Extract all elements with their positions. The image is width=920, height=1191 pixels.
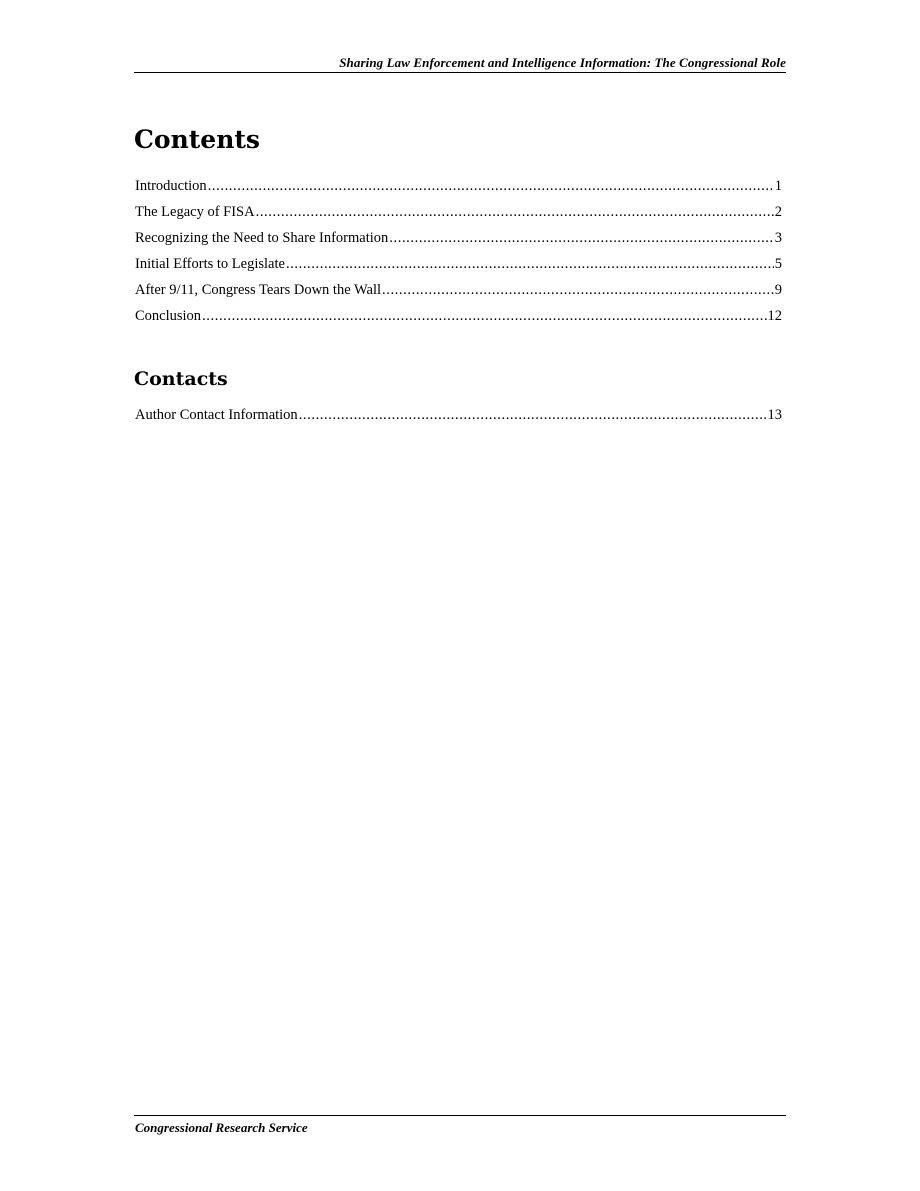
toc-dot-leader (208, 176, 774, 196)
toc-entry-page: 13 (767, 407, 782, 423)
toc-entry-legacy-of-fisa[interactable] (135, 202, 782, 228)
toc-entry-label: The Legacy of FISA (135, 204, 255, 220)
toc-entry-label: Introduction (135, 178, 207, 194)
contacts-list (135, 405, 782, 431)
toc-entry-need-to-share[interactable] (135, 228, 782, 254)
contents-heading: Contents (134, 125, 261, 154)
toc-dot-leader (202, 306, 766, 326)
toc-entry-label: Recognizing the Need to Share Information (135, 230, 389, 246)
toc-entry-introduction[interactable] (135, 176, 782, 202)
toc-entry-page: 5 (774, 256, 782, 272)
running-footer: Congressional Research Service (135, 1120, 308, 1135)
toc-entry-conclusion[interactable] (135, 306, 782, 332)
footer-rule (134, 1115, 786, 1116)
contents-list (135, 176, 782, 332)
toc-dot-leader (256, 202, 774, 222)
toc-dot-leader (286, 254, 774, 274)
toc-entry-label: Author Contact Information (135, 407, 298, 423)
toc-entry-label: After 9/11, Congress Tears Down the Wall (135, 282, 382, 298)
toc-entry-initial-efforts[interactable] (135, 254, 782, 280)
toc-dot-leader (382, 280, 774, 300)
toc-entry-author-contact[interactable] (135, 405, 782, 431)
toc-entry-page: 9 (774, 282, 782, 298)
toc-entry-label: Conclusion (135, 308, 202, 324)
toc-dot-leader (299, 405, 767, 425)
toc-entry-page: 12 (767, 308, 782, 324)
header-rule (134, 72, 786, 73)
contacts-heading: Contacts (134, 368, 228, 390)
toc-entry-page: 1 (774, 178, 782, 194)
toc-entry-after-911[interactable] (135, 280, 782, 306)
running-header: Sharing Law Enforcement and Intelligence Information: The Congressional Role (339, 55, 786, 70)
toc-entry-page: 3 (774, 230, 782, 246)
toc-dot-leader (389, 228, 773, 248)
toc-entry-page: 2 (774, 204, 782, 220)
toc-entry-label: Initial Efforts to Legislate (135, 256, 285, 272)
